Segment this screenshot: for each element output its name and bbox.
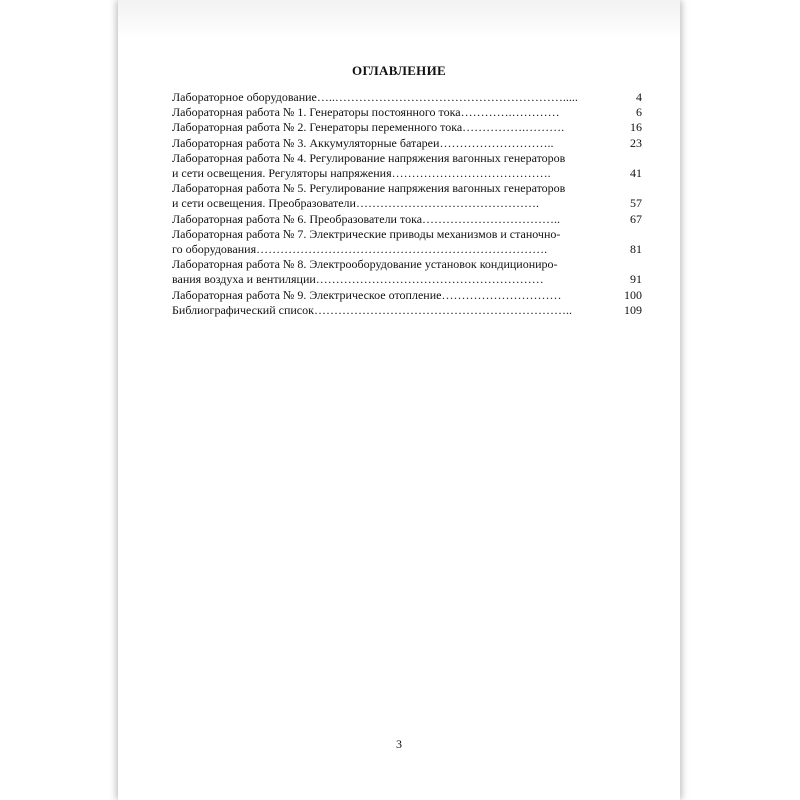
toc-page-number: 16 [630,120,642,135]
toc-entry-title: и сети освещения. Регуляторы напряжения [172,166,392,181]
toc-dot-leader: ………………………………………………………………. [256,242,548,257]
toc-entry-line [172,242,642,257]
toc-entry-line [172,212,642,227]
toc-entry[interactable] [172,105,642,120]
toc-dot-leader: ……………………………………………………….. [313,302,572,317]
toc-page-number: 109 [624,302,642,317]
toc-entry-title: Лабораторная работа № 3. Аккумуляторные батареи [172,135,440,150]
toc-page-number: 4 [636,90,642,104]
toc-entry-title: го оборудования [172,242,257,257]
page-number: 3 [396,737,402,751]
toc-entry-line [172,105,642,120]
toc-page-number: 100 [624,287,642,302]
toc-entry-title: Лабораторная работа № 9. Электрическое отопление [172,287,442,302]
toc-entry-line [172,120,642,135]
toc-entry-line [172,90,642,105]
toc-page-number: 67 [630,211,642,226]
toc-entry-line [172,303,642,318]
toc-entry[interactable] [172,303,642,318]
toc-page-number: 81 [630,242,642,257]
toc-dot-leader: …..…………………………………………………..... [316,90,578,104]
document-page [118,0,680,800]
toc-page-number: 57 [630,196,642,211]
toc-entry-title-line: Лабораторная работа № 4. Регулирование напряжения вагонных генераторов [172,150,566,165]
toc-entry[interactable] [172,151,642,181]
toc-entry[interactable] [172,227,642,257]
toc-dot-leader: ………………………………………. [355,196,539,211]
toc-entry-title-line: Лабораторная работа № 5. Регулирование напряжения вагонных генераторов [172,181,566,196]
toc-entry[interactable] [172,212,642,227]
toc-entry-title: Библиографический список [172,302,314,317]
toc-entry-title-line: Лабораторная работа № 8. Электрооборудование установок кондициониро- [172,257,558,272]
toc-entry-title: Лабораторная работа № 1. Генераторы постоянного тока [172,105,461,120]
page-title: ОГЛАВЛЕНИЕ [352,63,446,78]
toc-entry-title: вания воздуха и вентиляции [172,272,316,287]
toc-page-number: 41 [630,166,642,181]
toc-entry-title: Лабораторное оборудование [172,90,317,104]
toc-dot-leader: ……………………….. [439,135,554,150]
toc-entry-title: Лабораторная работа № 2. Генераторы переменного тока [172,120,463,135]
toc-entry-title-line: Лабораторная работа № 7. Электрические приводы механизмов и станочно- [172,226,561,241]
toc-entry[interactable] [172,181,642,211]
toc-entry-line [172,288,642,303]
toc-page-number: 6 [636,105,642,120]
toc-entry-line [172,136,642,151]
toc-page-number: 23 [630,135,642,150]
page-shadow [118,0,680,40]
toc-dot-leader: ………………………… [441,287,562,302]
toc-entry[interactable] [172,136,642,151]
table-of-contents [172,90,642,318]
toc-entry-title: Лабораторная работа № 6. Преобразователи тока [172,211,423,226]
toc-entry-line [172,196,642,211]
toc-page-number: 91 [630,272,642,287]
toc-entry[interactable] [172,257,642,287]
toc-entry-title: и сети освещения. Преобразователи [172,196,356,211]
toc-entry-line [172,272,642,287]
toc-entry-line [172,166,642,181]
toc-dot-leader: ………………………………………………… [315,272,544,287]
toc-dot-leader: …………………………………. [391,166,551,181]
toc-dot-leader: …………………………….. [422,211,561,226]
toc-dot-leader: ………….………… [460,105,560,120]
toc-dot-leader: …………….………. [462,120,565,135]
toc-entry[interactable] [172,120,642,135]
toc-entry[interactable] [172,288,642,303]
toc-entry[interactable] [172,90,642,105]
